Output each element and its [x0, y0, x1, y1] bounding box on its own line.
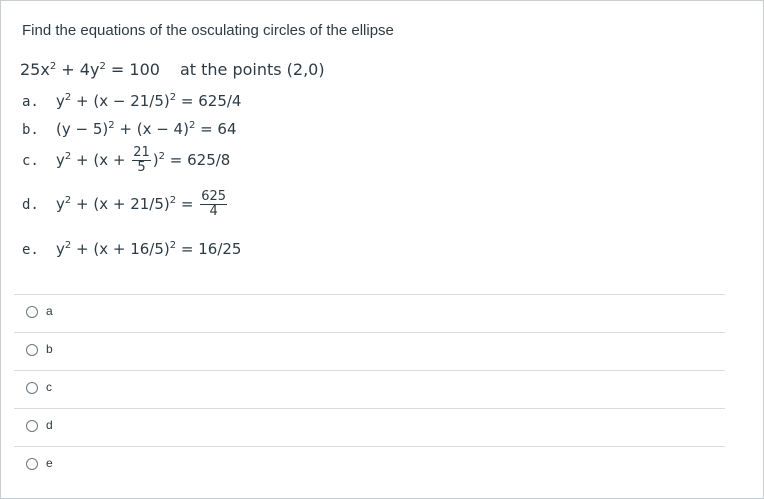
radio-button-b[interactable] [26, 344, 38, 356]
option-text: ) [152, 151, 159, 169]
radio-button-a[interactable] [26, 306, 38, 318]
option-text: (y − 5) [56, 120, 109, 138]
option-exponent: 2 [169, 240, 177, 251]
answer-label: a [46, 304, 53, 318]
option-text: y [56, 240, 65, 258]
option-text: = 16/25 [176, 240, 242, 258]
option-label: d. [22, 197, 39, 213]
answer-choice-d[interactable] [14, 408, 725, 446]
answer-choice-e[interactable] [14, 446, 725, 484]
fraction-numerator: 625 [201, 189, 227, 204]
fraction [132, 146, 151, 175]
question-prompt: Find the equations of the osculating circles of the ellipse [22, 22, 394, 39]
option-text: + (x + [71, 151, 131, 169]
answer-label: d [46, 418, 53, 432]
stem-exponent: 2 [49, 61, 57, 72]
answer-label: c [46, 380, 52, 394]
option-text: = 625/4 [176, 92, 242, 110]
option-exponent: 2 [169, 195, 177, 206]
option-exponent: 2 [188, 120, 196, 131]
option-exponent: 2 [64, 240, 72, 251]
option-text: = [176, 195, 199, 213]
option-text: + (x − 21/5) [71, 92, 170, 110]
fraction-denominator: 4 [209, 204, 218, 219]
option-text: + (x + 21/5) [71, 195, 170, 213]
fraction-numerator: 21 [133, 145, 150, 160]
option-exponent: 2 [64, 151, 72, 162]
ellipse-equation [20, 60, 325, 79]
fraction-denominator: 5 [137, 160, 146, 175]
option-text: y [56, 92, 65, 110]
answer-choices [14, 294, 725, 484]
option-text: y [56, 151, 65, 169]
answer-label: e [46, 456, 53, 470]
option-text: y [56, 195, 65, 213]
option-c [22, 146, 230, 175]
option-exponent: 2 [64, 195, 72, 206]
option-label: b. [22, 122, 39, 138]
option-exponent: 2 [169, 92, 177, 103]
option-label: e. [22, 242, 39, 258]
option-exponent: 2 [64, 92, 72, 103]
fraction [200, 190, 227, 219]
answer-choice-a[interactable] [14, 294, 725, 332]
option-a [22, 92, 241, 110]
option-e [22, 240, 241, 258]
option-exponent: 2 [108, 120, 115, 131]
option-b [22, 120, 237, 138]
answer-choice-c[interactable] [14, 370, 725, 408]
option-exponent: 2 [158, 151, 165, 162]
answer-label: b [46, 342, 53, 356]
option-d [22, 190, 229, 219]
answer-choice-b[interactable] [14, 332, 725, 370]
option-text: + (x − 4) [114, 120, 189, 138]
option-label: c. [22, 153, 39, 169]
stem-part: 25x [20, 60, 50, 79]
option-text: = 64 [195, 120, 237, 138]
option-text: = 625/8 [165, 151, 231, 169]
radio-button-e[interactable] [26, 458, 38, 470]
option-label: a. [22, 94, 39, 110]
stem-part: = 100 [105, 60, 160, 79]
stem-part: + 4y [56, 60, 100, 79]
stem-points: at the points (2,0) [179, 60, 325, 79]
stem-exponent: 2 [99, 61, 106, 72]
option-text: + (x + 16/5) [71, 240, 170, 258]
radio-button-d[interactable] [26, 420, 38, 432]
radio-button-c[interactable] [26, 382, 38, 394]
